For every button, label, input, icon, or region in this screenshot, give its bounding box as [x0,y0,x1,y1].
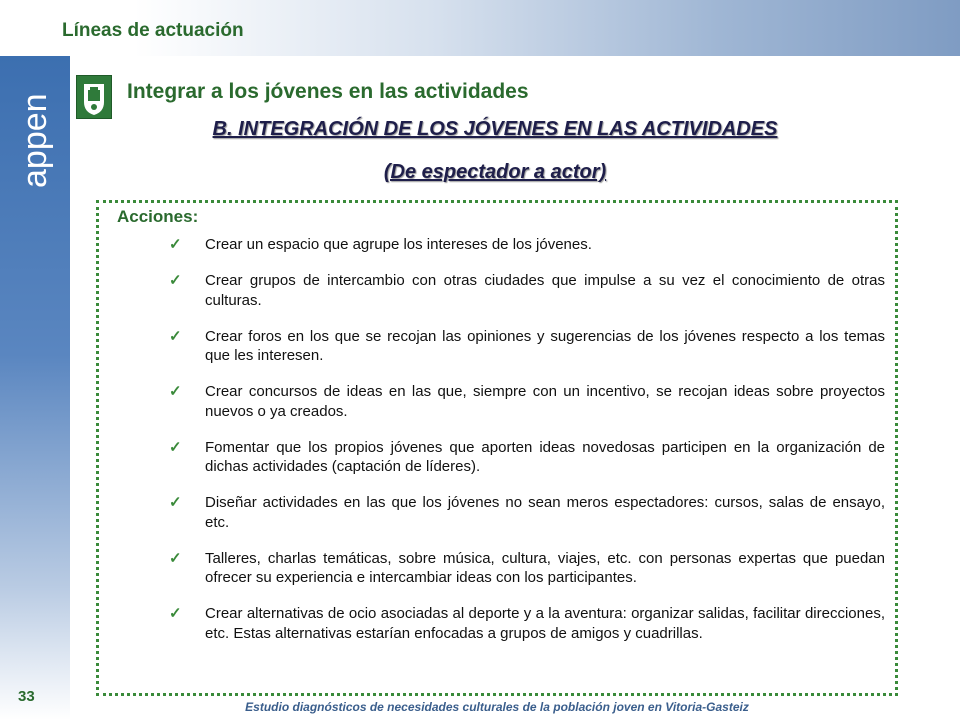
checkmark-icon: ✓ [169,272,182,289]
list-item-text: Crear foros en los que se recojan las opiniones y sugerencias de los jóvenes respecto a los temas que les interesen. [205,327,885,364]
main-subheading: (De espectador a actor) [383,161,607,183]
actions-heading: Acciones: [117,207,199,226]
coat-of-arms-logo [76,75,112,119]
checkmark-icon: ✓ [169,549,182,567]
list-item-text: Talleres, charlas temáticas, sobre música, cultura, viajes, etc. con personas expertas que puedan ofrecer su experiencia e intercambiar ideas con los participantes. [205,549,885,586]
appen-logo-text: appen [16,93,54,188]
list-item [169,327,885,366]
checkmark-icon: ✓ [169,605,182,622]
checkmark-icon: ✓ [169,236,182,253]
list-item [169,438,885,477]
list-item [169,271,885,310]
list-item-text: Crear alternativas de ocio asociadas al deporte y a la aventura: organizar salidas, facilitar direcciones, etc. Estas alternativas estarían enfocadas a grupos de amigos y cuadrillas. [205,605,885,642]
list-item [169,382,885,421]
list-item [169,493,885,532]
list-item [169,235,885,255]
list-item-text: Crear grupos de intercambio con otras ciudades que impulse a su vez el conocimiento de otras culturas. [205,272,885,309]
list-item [169,604,885,643]
section-label: Líneas de actuación [62,20,244,41]
checkmark-icon: ✓ [169,494,182,511]
actions-panel [96,200,898,696]
list-item-text: Crear concursos de ideas en las que, siempre con un incentivo, se recojan ideas sobre proyectos nuevos o ya creados. [205,383,885,420]
list-item-text: Fomentar que los propios jóvenes que aporten ideas novedosas participen en la organización de dichas actividades (captación de líderes). [205,438,885,475]
footer-caption: Estudio diagnósticos de necesidades culturales de la población joven en Vitoria-Gasteiz [245,700,749,714]
slide-subtitle: Integrar a los jóvenes en las actividades [127,80,529,103]
coat-of-arms-icon [77,76,111,118]
main-heading: B. INTEGRACIÓN DE LOS JÓVENES EN LAS ACTIVIDADES [212,118,778,140]
checkmark-icon: ✓ [169,438,182,456]
page-number: 33 [18,688,35,705]
list-item-text: Crear un espacio que agrupe los intereses de los jóvenes. [205,236,592,253]
appen-logo [14,60,58,190]
actions-list [169,235,885,660]
checkmark-icon: ✓ [169,383,182,400]
checkmark-icon: ✓ [169,327,182,345]
list-item-text: Diseñar actividades en las que los jóvenes no sean meros espectadores: cursos, salas de ensayo, etc. [205,494,885,531]
list-item [169,549,885,588]
